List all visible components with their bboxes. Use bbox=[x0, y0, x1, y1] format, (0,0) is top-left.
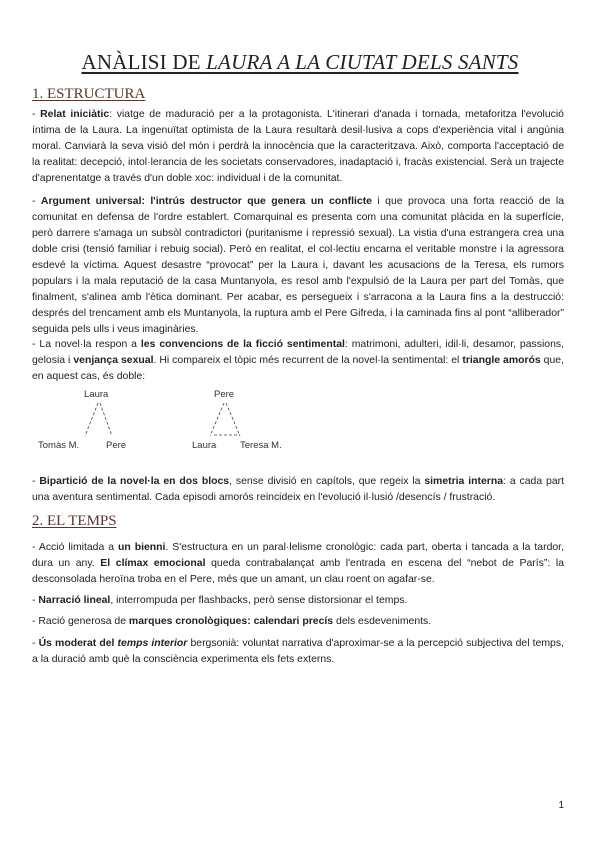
paragraph-bipartition: - Bipartició de la novel·la en dos blocs, sense divisió en capítols, que regeix la simetria interna: a cada part una aventura sentimental. Cada episodi amorós reincideix en l'evolució il·lusió /desencís / frustració. bbox=[32, 476, 565, 503]
page-number: 1 bbox=[558, 800, 564, 811]
paragraph-text: Ració generosa de bbox=[38, 616, 129, 627]
paragraph-sentimental-fiction: - La novel·la respon a les convencions de la ficció sentimental: matrimoni, adulteri, idil·li, desamor, passions, gelosia i venjança sexual. Hi compareix el tòpic més recurrent de la novel·la sentimental: el triangle amorós que, en aquest cas, és doble: bbox=[32, 339, 565, 382]
triangle-1-right-label: Pere bbox=[106, 440, 127, 451]
term-universal-argument: Argument universal: l'intrús destructor que genera un conflicte bbox=[40, 196, 372, 207]
paragraph-linear-narration: - Narració lineal, interrompuda per flashbacks, però sense distorsionar el temps. bbox=[32, 595, 408, 606]
paragraph-inner-time: - Ús moderat del temps interior bergsonià: voluntat narrativa d'aproximar-se a la percepció subjectiva del temps, a la duració amb què la consciència experimenta els fets externs. bbox=[32, 638, 564, 665]
paragraph-text: dels esdeveniments. bbox=[333, 616, 432, 627]
triangle-1-left-label: Tomàs M. bbox=[38, 440, 80, 451]
paragraph-text: queda contrabalançat amb l'entrada en escena del “nebot de París”: la desconsolada heroïna troba en el Pere, més que un amant, un clau roent on agafar-se. bbox=[32, 558, 565, 585]
term-symmetry: simetria interna bbox=[424, 476, 504, 487]
title-italic: LAURA A LA CIUTAT DELS SANTS bbox=[206, 50, 519, 74]
term-inner-time: temps interior bbox=[117, 638, 188, 649]
paragraph-text: : a cada part una aventura sentimental. Cada episodi amorós reincideix en l'evolució il·lusió /desencís / frustració. bbox=[32, 476, 565, 503]
title-prefix: ANÀLISI DE bbox=[81, 50, 207, 74]
paragraph-text: i que provoca una forta reacció de la comunitat en defensa de l'ordre establert. Comarquinal es presenta com una comunitat plàcida en la superfície, però darrere s'amaga un subsòl contradictori (puritanisme i repressió sexual). La vistia d'una estrangera crea una doble crisi (tensió familiar i rebuig social). Però en realitat, el col·lectiu encarna el veritable monstre i la agressora esdevé la víctima. Aquest desastre “provocat” per la Laura i, davant les acusacions de la Teresa, els rumors populars i la mala reputació de la casa Muntanyola, es resol amb l'expulsió de la Laura per part del Tomàs, que finalment, s'alinea amb l'ètica dominant. Per acabar, es persegueix i s'arracona a la Laura fins a la destrucció: després del trencament amb els Muntanyola, la ruptura amb el Pere Gifreda, i la caminada fins al pont “alliberador” seguida pels ulls i veus imaginàries. bbox=[32, 196, 565, 335]
term-moderate-use: Ús moderat del bbox=[38, 638, 118, 649]
paragraph-text: La novel·la respon a bbox=[39, 339, 141, 350]
term-initiatic: Relat iniciàtic bbox=[40, 109, 110, 120]
triangle-2-top-label: Pere bbox=[214, 389, 235, 400]
paragraph-text: , sense divisió en capítols, que regeix la bbox=[229, 476, 425, 487]
triangle-2-right-label: Teresa M. bbox=[240, 440, 282, 451]
triangle-2-left-label: Laura bbox=[192, 440, 217, 451]
document-title bbox=[0, 50, 600, 75]
term-climax: El clímax emocional bbox=[100, 558, 206, 569]
term-biennium: un bienni bbox=[118, 542, 166, 553]
paragraph-text: bergsonià: voluntat narrativa d'aproximar-se a la percepció subjectiva del temps, a la duració amb què la consciència experimenta els fets externs. bbox=[32, 638, 564, 665]
paragraph-text: Acció limitada a bbox=[38, 542, 118, 553]
term-chronological-marks: marques cronològiques: calendari precís bbox=[128, 616, 334, 627]
section-heading-structure: 1. ESTRUCTURA bbox=[32, 86, 146, 102]
paragraph-text: que, en aquest cas, és doble: bbox=[32, 355, 565, 382]
paragraph-text: : viatge de maduració per a la protagonista. L'itinerari d'anada i tornada, metaforitza l'evolució íntima de la Laura. La ingenuïtat optimista de la Laura resultarà desil·lusiva a cops d'experiència vital i angúnia moral. Canviarà la seva visió del món i perdrà la innocència que la caracteritzava. Això, comporta l'acceptació de la realitat: decepció, intol·lerancia de les societats conservadores, inadaptació i, fracàs existencial. Serà un trajecte d'aprenentatge a través d'un doble xoc: individual i de la comunitat. bbox=[32, 109, 564, 184]
love-triangle-2 bbox=[192, 384, 314, 454]
triangle-1-top-label: Laura bbox=[84, 389, 109, 400]
term-triangle: triangle amorós bbox=[462, 355, 541, 366]
paragraph-text: . S'estructura en un paral·lelisme cronològic: cada part, oberta i tancada a la tardor, dura un any. bbox=[32, 542, 564, 569]
paragraph-text: . Hi compareix el tòpic més recurrent de la novel·la sentimental: el bbox=[153, 355, 463, 366]
paragraph-text: , interrompuda per flashbacks, però sense distorsionar el temps. bbox=[110, 595, 408, 606]
term-bipartition: Bipartició de la novel·la en dos blocs bbox=[39, 476, 230, 487]
paragraph-chronological-marks: - Ració generosa de marques cronològiques: calendari precís dels esdeveniments. bbox=[32, 616, 432, 627]
love-triangle-1 bbox=[38, 384, 180, 454]
paragraph-universal-argument: - Argument universal: l'intrús destructor que genera un conflicte i que provoca una forta reacció de la comunitat en defensa de l'ordre establert. Comarquinal es presenta com una comunitat plàcida en la superfície, però darrere s'amaga un subsòl contradictori (puritanisme i repressió sexual). La vistia d'una estrangera crea una doble crisi (tensió familiar i rebuig social). Però en realitat, el col·lectiu encarna el veritable monstre i la agressora esdevé la víctima. Aquest desastre “provocat” per la Laura i, davant les acusacions de la Teresa, els rumors populars i la mala reputació de la casa Muntanyola, es resol amb l'expulsió de la Laura per part del Tomàs, que finalment, s'alinea amb l'ètica dominant. Per acabar, es persegueix i s'arracona a la Laura fins a la destrucció: després del trencament amb els Muntanyola, la ruptura amb el Pere Gifreda, i la caminada fins al pont “alliberador” seguida pels ulls i veus imaginàries. bbox=[32, 196, 565, 335]
section-heading-time: 2. EL TEMPS bbox=[32, 513, 117, 529]
paragraph-text: : matrimoni, adulteri, idil·li, desamor, passions, gelosia i bbox=[32, 339, 564, 366]
term-revenge: venjança sexual bbox=[73, 355, 154, 366]
term-conventions: les convencions de la ficció sentimental bbox=[140, 339, 345, 350]
paragraph-biennium: - Acció limitada a un bienni. S'estructura en un paral·lelisme cronològic: cada part, oberta i tancada a la tardor, dura un any. El clímax emocional queda contrabalançat amb l'entrada en escena del “nebot de París”: la desconsolada heroïna troba en el Pere, més que un amant, un clau roent on agafar-se. bbox=[32, 542, 565, 585]
paragraph-initiatic: - Relat iniciàtic: viatge de maduració per a la protagonista. L'itinerari d'anada i tornada, metaforitza l'evolució íntima de la Laura. La ingenuïtat optimista de la Laura resultarà desil·lusiva a cops d'experiència vital i angúnia moral. Canviarà la seva visió del món i perdrà la innocència que la caracteritzava. Això, comporta l'acceptació de la realitat: decepció, intol·lerancia de les societats conservadores, inadaptació i, fracàs existencial. Serà un trajecte d'aprenentatge a través d'un doble xoc: individual i de la comunitat. bbox=[32, 109, 564, 184]
term-linear-narration: Narració lineal bbox=[38, 595, 111, 606]
